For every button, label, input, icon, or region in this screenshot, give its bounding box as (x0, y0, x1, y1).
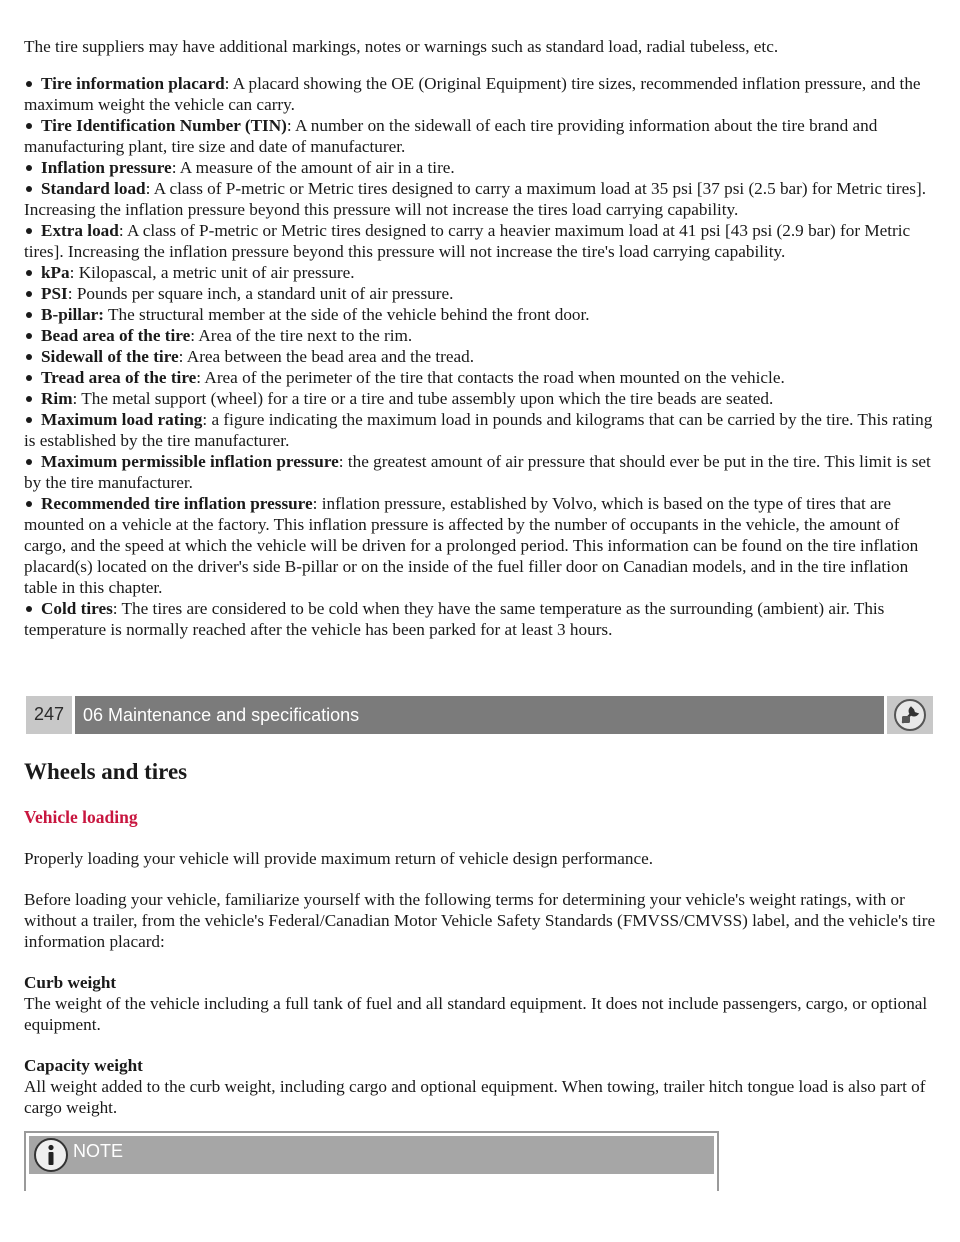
definition-text: The structural member at the side of the vehicle behind the front door. (104, 305, 590, 324)
bullet-icon (26, 501, 32, 507)
definition-item (24, 304, 936, 325)
definition-item (24, 325, 936, 346)
definition-text: : A class of P-metric or Metric tires designed to carry a heavier maximum load at 41 psi [43 psi (2.9 bar) for Metric tires]. Increasing the inflation pressure beyond this pressure will not increase the tire's load carrying capability. (24, 221, 911, 261)
page-number: 247 (26, 696, 72, 734)
definition-item (24, 451, 936, 493)
bullet-icon (26, 417, 32, 423)
note-header (29, 1136, 714, 1174)
chapter-title: 06 Maintenance and specifications (75, 696, 884, 734)
definition-text: : A measure of the amount of air in a tire. (171, 158, 455, 177)
curb-weight-text: The weight of the vehicle including a full tank of fuel and all standard equipment. It does not include passengers, cargo, or optional equipment. (24, 994, 928, 1034)
definition-term: Recommended tire inflation pressure (41, 494, 313, 513)
definition-item (24, 367, 936, 388)
intro-text: The tire suppliers may have additional markings, notes or warnings such as standard load, radial tubeless, etc. (24, 37, 779, 56)
definition-term: Rim (41, 389, 73, 408)
bullet-icon (26, 228, 32, 234)
bullet-icon (26, 270, 32, 276)
definition-term: PSI (41, 284, 68, 303)
definition-term: Extra load (41, 221, 119, 240)
definition-term: Maximum load rating (41, 410, 203, 429)
definition-term: Sidewall of the tire (41, 347, 179, 366)
definition-term: Tire information placard (41, 74, 225, 93)
bullet-icon (26, 123, 32, 129)
bullet-icon (26, 459, 32, 465)
bullet-icon (26, 354, 32, 360)
definitions-section (24, 36, 936, 640)
definition-item (24, 73, 936, 115)
bullet-icon (26, 186, 32, 192)
curb-weight-title: Curb weight (24, 973, 117, 992)
definition-item (24, 115, 936, 157)
definition-term: Maximum permissible inflation pressure (41, 452, 339, 471)
bullet-icon (26, 81, 32, 87)
definition-text: : Kilopascal, a metric unit of air pressure. (69, 263, 355, 282)
bullet-icon (26, 606, 32, 612)
definition-item (24, 388, 936, 409)
definitions-list (24, 73, 936, 640)
page-heading: Wheels and tires (24, 759, 188, 784)
bullet-icon (26, 333, 32, 339)
definition-text: : the greatest amount of air pressure that should ever be put in the tire. This limit is set by the tire manufacturer. (24, 452, 931, 492)
definition-term: Cold tires (41, 599, 113, 618)
bullet-icon (26, 312, 32, 318)
definition-text: : inflation pressure, established by Volvo, which is based on the type of tires that are mounted on a vehicle at the factory. This inflation pressure is affected by the number of occupants in the vehicle, the amount of cargo, and the speed at which the vehicle will be driven for a prolonged period. This information can be found on the tire inflation placard(s) located on the driver's side B-pillar or on the inside of the fuel filler door on Canadian models, and in the tire inflation table in this chapter. (24, 494, 919, 597)
bullet-icon (26, 396, 32, 402)
paragraph-loading: Properly loading your vehicle will provide maximum return of vehicle design performance. (24, 849, 654, 868)
definition-item (24, 262, 936, 283)
definition-text: : A number on the sidewall of each tire providing information about the tire brand and manufacturing plant, tire size and date of manufacturer. (24, 116, 878, 156)
definition-item (24, 493, 936, 598)
note-box (24, 1131, 719, 1191)
definition-term: Bead area of the tire (41, 326, 191, 345)
definition-term: Tread area of the tire (41, 368, 197, 387)
section-header-bar (26, 696, 933, 734)
bullet-icon (26, 165, 32, 171)
info-icon (33, 1137, 69, 1173)
definition-text: : A placard showing the OE (Original Equipment) tire sizes, recommended inflation pressure, and the maximum weight the vehicle can carry. (24, 74, 921, 114)
definition-text: : The metal support (wheel) for a tire or a tire and tube assembly upon which the tire beads are seated. (72, 389, 774, 408)
definition-text: : Area of the tire next to the rim. (190, 326, 413, 345)
definition-term: Inflation pressure (41, 158, 172, 177)
capacity-weight-text: All weight added to the curb weight, including cargo and optional equipment. When towing, trailer hitch tongue load is also part of cargo weight. (24, 1077, 926, 1117)
definition-item (24, 409, 936, 451)
definition-text: : Area between the bead area and the tread. (178, 347, 475, 366)
definition-item (24, 598, 936, 640)
wrench-tools-icon (887, 696, 933, 734)
definition-item (24, 220, 936, 262)
bullet-icon (26, 375, 32, 381)
definition-text: : A class of P-metric or Metric tires designed to carry a maximum load at 35 psi [37 psi (2.5 bar) for Metric tires]. Increasing the inflation pressure beyond this pressure will not increase the tires load carrying capability. (24, 179, 926, 219)
paragraph-terms: Before loading your vehicle, familiarize yourself with the following terms for determining your vehicle's weight ratings, with or without a trailer, from the vehicle's Federal/Canadian Motor Vehicle Safety Standards (FMVSS/CMVSS) label, and the vehicle's tire information placard: (24, 890, 936, 951)
definition-text: : The tires are considered to be cold when they have the same temperature as the surrounding (ambient) air. This temperature is normally reached after the vehicle has been parked for at least 3 hours. (24, 599, 885, 639)
note-label: NOTE (73, 1141, 124, 1161)
bullet-icon (26, 291, 32, 297)
definition-text: : Pounds per square inch, a standard unit of air pressure. (67, 284, 454, 303)
definition-item (24, 283, 936, 304)
definition-item (24, 178, 936, 220)
definition-item (24, 346, 936, 367)
definition-text: : Area of the perimeter of the tire that contacts the road when mounted on the vehicle. (196, 368, 785, 387)
definition-term: kPa (41, 263, 70, 282)
definition-term: Standard load (41, 179, 146, 198)
definition-text: : a figure indicating the maximum load in pounds and kilograms that can be carried by the tire. This rating is established by the tire manufacturer. (24, 410, 933, 450)
wheels-tires-section (24, 758, 936, 1118)
definition-item (24, 157, 936, 178)
definition-term: B-pillar: (41, 305, 105, 324)
definition-term: Tire Identification Number (TIN) (41, 116, 287, 135)
subheading: Vehicle loading (24, 807, 138, 827)
capacity-weight-title: Capacity weight (24, 1056, 143, 1075)
